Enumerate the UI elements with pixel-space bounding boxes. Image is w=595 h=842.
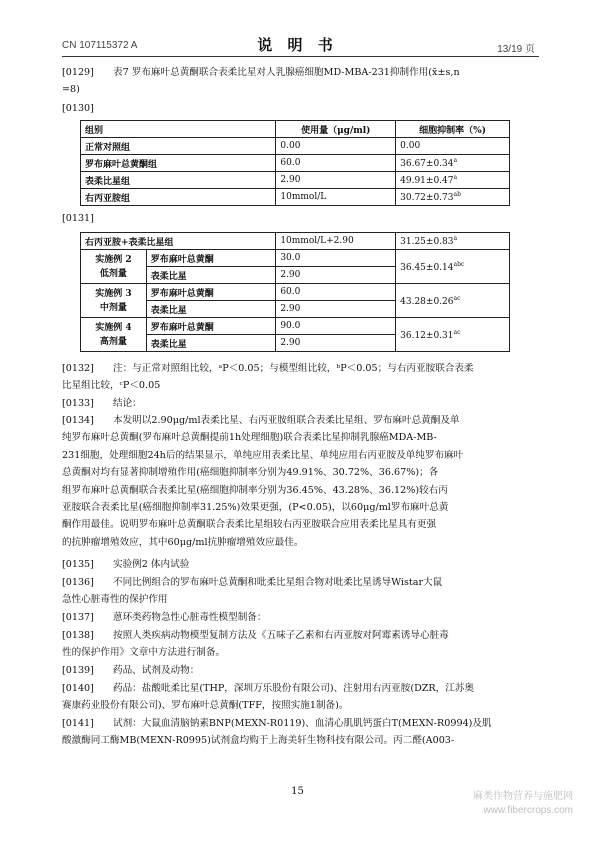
group-cell: 罗布麻叶总黄酮组 [81, 155, 276, 172]
paragraph-0134 [62, 412, 540, 551]
dose-cell: 2.90 [276, 335, 396, 352]
table-row [81, 318, 510, 335]
paragraph-number: [0137] [62, 612, 94, 623]
rate-cell [396, 189, 510, 206]
paragraph-number: [0136] [62, 577, 94, 588]
body-line: 亚胺联合表柔比星(癌细胞抑制率31.25%)效果更强，(P<0.05)，以60μg/ml罗布麻叶总黄 [62, 502, 449, 514]
body-line: 酮作用最佳。说明罗布麻叶总黄酮联合表柔比星组较右丙亚胺联合应用表柔比星具有更强 [62, 519, 437, 531]
dose-cell: 90.0 [276, 318, 396, 335]
rate-value: 49.91±0.47 [400, 176, 454, 186]
significance-mark: ac [453, 294, 461, 302]
watermark-line: 麻类作物营养与施肥网 [473, 791, 573, 802]
table-note: 注：与正常对照组比较，ᵃP＜0.05；与模型组比较，ᵇP＜0.05；与右丙亚胺联合表柔 [113, 363, 474, 374]
group-cell: 右丙亚胺组 [81, 189, 276, 206]
body-line: 的抗肿瘤增殖效应，其中60μg/ml抗肿瘤增殖效应最佳。 [62, 536, 304, 548]
body-line: 组罗布麻叶总黄酮联合表柔比星(癌细胞抑制率分别为36.45%、43.28%、36.12%)较右丙 [62, 484, 448, 496]
paragraph-0132 [62, 360, 540, 395]
drug-cell: 表柔比星 [146, 301, 276, 318]
rate-cell [396, 233, 510, 250]
paragraph-0139 [62, 662, 540, 679]
paragraph-0131 [62, 210, 540, 227]
paragraph-number: [0140] [62, 683, 94, 694]
paragraph-number: [0129] [62, 67, 94, 78]
significance-mark: a [453, 157, 458, 164]
paragraph-0129 [62, 64, 540, 99]
body-line: 不同比例组合的罗布麻叶总黄酮和吡柔比星组合物对吡柔比星诱导Wistar大鼠 [113, 577, 443, 588]
results-table-1 [80, 120, 510, 206]
column-header: 使用量（μg/ml) [276, 121, 396, 138]
rate-value: 36.45±0.14 [400, 262, 454, 273]
example-cell [81, 250, 147, 284]
drug-cell: 表柔比星 [146, 335, 276, 352]
header-divider [62, 56, 539, 57]
paragraph-number: [0139] [62, 665, 94, 676]
patent-number: CN 107115372 A [62, 40, 138, 51]
rate-value: 36.67±0.34 [400, 159, 454, 169]
dose-cell: 10mmol/L [276, 189, 396, 206]
significance-mark: a [453, 174, 458, 181]
rate-cell [396, 155, 510, 172]
table-row [81, 284, 510, 301]
example-name: 实施例 2 [95, 254, 132, 265]
significance-mark: a [453, 235, 458, 242]
paragraph-0137 [62, 609, 540, 626]
column-header: 细胞抑制率（%) [396, 121, 510, 138]
body-line: 急性心脏毒性的保护作用 [62, 594, 168, 606]
paragraph-number: [0130] [62, 103, 94, 114]
paragraph-0130 [62, 100, 540, 117]
example-cell [81, 284, 147, 318]
rate-value: 43.28±0.26 [400, 296, 454, 307]
significance-mark: ab [453, 191, 461, 198]
body-line: 本发明以2.90μg/ml表柔比星、右丙亚胺组联合表柔比星组、罗布麻叶总黄酮及单 [113, 415, 460, 426]
example-dose-level: 低剂量 [99, 268, 127, 279]
rate-cell [396, 138, 510, 155]
table-row [81, 138, 510, 155]
rate-value: 0.00 [400, 141, 421, 151]
paragraph-number: [0135] [62, 559, 94, 570]
table-row [81, 189, 510, 206]
group-cell: 正常对照组 [81, 138, 276, 155]
paragraph-0135 [62, 556, 540, 573]
dose-cell: 2.90 [276, 267, 396, 284]
dose-cell: 60.0 [276, 284, 396, 301]
paragraph-number: [0131] [62, 213, 94, 224]
paragraph-number: [0141] [62, 718, 94, 729]
group-cell: 右丙亚胺+表柔比星组 [81, 233, 276, 250]
example-dose-level: 中剂量 [99, 302, 127, 313]
dose-cell: 30.0 [276, 250, 396, 267]
dose-cell: 2.90 [276, 172, 396, 189]
significance-mark: abc [453, 260, 465, 268]
body-line: 231细胞，处理细胞24h后的结果显示，单纯应用表柔比星、单纯应用右丙亚胺及单纯罗布麻叶 [62, 449, 464, 461]
watermark-url: www.fibercrops.com [483, 805, 573, 816]
body-line: 药品：盐酸吡柔比星(THP，深圳万乐股份有限公司)、注射用右丙亚胺(DZR，江苏奥 [113, 683, 475, 694]
body-line: 赛康药业股份有限公司)、罗布麻叶总黄酮(TFF，按照实施1制备)。 [62, 700, 349, 712]
body-line: 按照人类疾病动物模型复制方法及《五味子乙素和右丙亚胺对阿霉素诱导心脏毒 [113, 630, 449, 641]
table-caption: 表7 罗布麻叶总黄酮联合表柔比星对人乳腺癌细胞MD-MBA-231抑制作用(x̄±s,n [113, 67, 460, 78]
paragraph-0138 [62, 627, 540, 662]
paragraph-0136 [62, 574, 540, 609]
body-line: 酸激酶同工酶MB(MEXN-R0995)试剂盒均购于上海美轩生物科技有限公司。丙二醛(A003- [62, 735, 455, 747]
drug-cell: 罗布麻叶总黄酮 [146, 284, 276, 301]
paragraph-number: [0133] [62, 398, 94, 409]
body-line: 试剂：大鼠血清脑钠素BNP(MEXN-R0119)、血清心肌肌钙蛋白T(MEXN-R0994)及肌 [113, 718, 492, 729]
rate-cell [396, 318, 510, 352]
rate-cell [396, 250, 510, 284]
dose-cell: 2.90 [276, 301, 396, 318]
watermark [473, 790, 573, 818]
example-name: 实施例 4 [95, 322, 132, 333]
rate-value: 36.12±0.31 [400, 330, 454, 341]
significance-mark: ac [453, 328, 461, 336]
conclusion-heading: 结论： [113, 398, 142, 409]
paragraph-0133 [62, 395, 540, 412]
table-caption-continued: =8) [62, 84, 80, 96]
paragraph-0140 [62, 680, 540, 715]
document-title: 说 明 书 [257, 36, 338, 54]
paragraph-number: [0134] [62, 415, 94, 426]
page-number: 15 [291, 786, 304, 797]
paragraph-0141 [62, 715, 540, 750]
body-line: 总黄酮对均有显著抑制增殖作用(癌细胞抑制率分别为49.91%、30.72%、36.67%)；各 [62, 467, 439, 479]
rate-cell [396, 284, 510, 318]
dose-cell: 60.0 [276, 155, 396, 172]
rate-value: 31.25±0.83 [400, 237, 454, 247]
paragraph-number: [0132] [62, 363, 94, 374]
paragraph-number: [0138] [62, 630, 94, 641]
rate-cell [396, 172, 510, 189]
table-row [81, 250, 510, 267]
dose-cell: 10mmol/L+2.90 [276, 233, 396, 250]
example-name: 实施例 3 [95, 288, 132, 299]
body-line: 药品、试剂及动物： [113, 665, 200, 676]
example-cell [81, 318, 147, 352]
table-header-row [81, 121, 510, 138]
body-line: 纯罗布麻叶总黄酮(罗布麻叶总黄酮提前1h处理细胞)联合表柔比星抑制乳腺癌MDA-MB- [62, 432, 437, 444]
drug-cell: 罗布麻叶总黄酮 [146, 250, 276, 267]
table-row [81, 172, 510, 189]
group-cell: 表柔比星组 [81, 172, 276, 189]
body-line: 蒽环类药物急性心脏毒性模型制备： [113, 612, 267, 623]
table-row [81, 233, 510, 250]
drug-cell: 表柔比星 [146, 267, 276, 284]
drug-cell: 罗布麻叶总黄酮 [146, 318, 276, 335]
column-header: 组别 [81, 121, 276, 138]
body-line: 性的保护作用》文章中方法进行制备。 [62, 647, 226, 659]
section-heading: 实验例2 体内试验 [113, 559, 190, 570]
results-table-2 [80, 232, 510, 352]
table-row [81, 155, 510, 172]
example-dose-level: 高剂量 [99, 336, 127, 347]
rate-value: 30.72±0.73 [400, 193, 454, 203]
page-indicator: 13/19 页 [497, 44, 535, 55]
table-note-continued: 比星组比较，ᶜP＜0.05 [62, 380, 161, 392]
dose-cell: 0.00 [276, 138, 396, 155]
